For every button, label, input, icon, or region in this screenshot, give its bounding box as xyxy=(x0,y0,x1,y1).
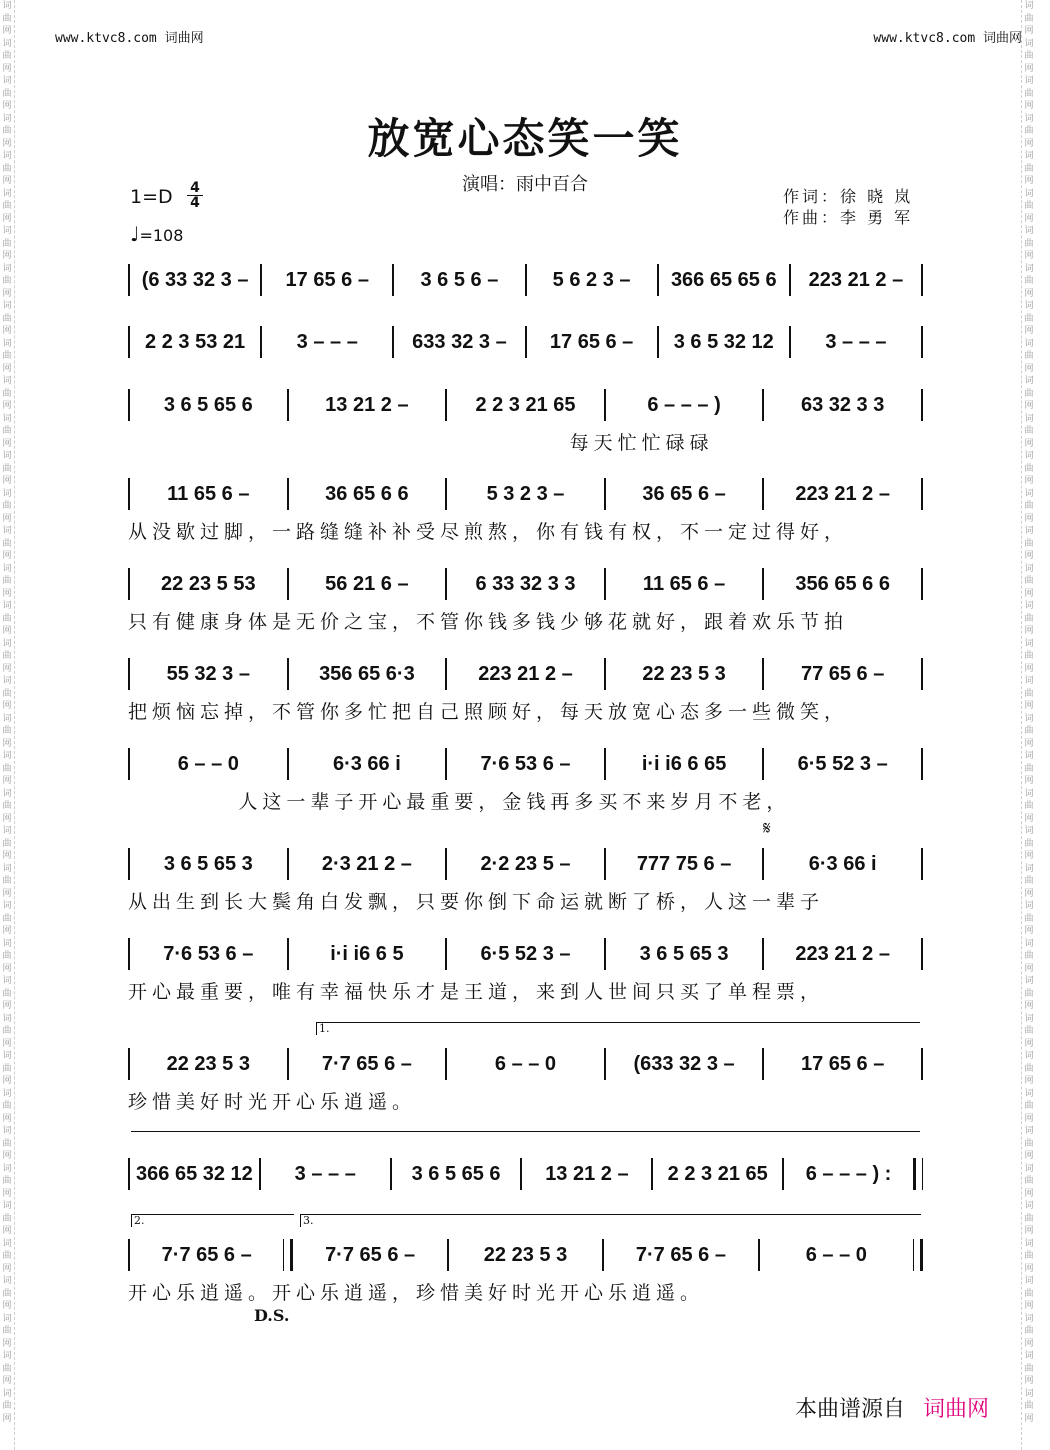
meter-top: 4 xyxy=(187,181,203,196)
staff-row xyxy=(128,937,923,1004)
measure: 22 23 5 53 xyxy=(161,572,256,595)
notes-line xyxy=(128,1157,923,1191)
volta-line-1 xyxy=(316,1022,920,1023)
measure: 3 6 5 65 6 xyxy=(411,1162,501,1185)
measure: 6 – – 0 xyxy=(805,1243,867,1266)
notes-line xyxy=(128,1238,923,1272)
staff-row xyxy=(128,1157,923,1191)
measure: 366 65 32 12 xyxy=(136,1162,253,1185)
measure: 3 6 5 32 12 xyxy=(673,330,774,353)
measure: 13 21 2 – xyxy=(325,393,409,416)
volta-second-ending: 2. xyxy=(131,1214,294,1227)
left-edge-watermark: 词曲网词曲网词曲网词曲网词曲网词曲网词曲网词曲网词曲网词曲网词曲网词曲网词曲网词曲网词曲网词曲网词曲网词曲网词曲网词曲网词曲网词曲网词曲网词曲网词曲网词曲网词曲网词曲网词曲网词曲网词曲网词曲网词曲网词曲网词曲网词曲网词曲网词曲网 xyxy=(0,0,15,1450)
singer-credit: 演唱：雨中百合 xyxy=(462,174,588,195)
barline xyxy=(921,568,923,600)
barline xyxy=(921,478,923,510)
song-title: 放宽心态笑一笑 xyxy=(367,114,683,163)
measure: 13 21 2 – xyxy=(545,1162,629,1185)
staff-row xyxy=(128,388,923,455)
volta-first-ending: 1. xyxy=(316,1022,330,1035)
measure: 17 65 6 – xyxy=(549,330,634,353)
notes-line xyxy=(128,937,923,971)
measure: 3 – – – xyxy=(296,330,358,353)
measure: 7·7 65 6 – xyxy=(321,1052,412,1075)
quarter-note-icon: ♩ xyxy=(130,222,140,246)
measure: 22 23 5 3 xyxy=(642,662,726,685)
measure: 77 65 6 – xyxy=(800,662,885,685)
measure: 6 – – – ) : xyxy=(805,1162,892,1185)
key-signature: 1=D xyxy=(130,186,173,208)
measure: 356 65 6·3 xyxy=(319,662,415,685)
barline xyxy=(921,1048,923,1080)
measure: 223 21 2 – xyxy=(795,482,890,505)
composer-credit: 作曲：李 勇 军 xyxy=(783,208,914,227)
measure: 7·7 65 6 – xyxy=(161,1243,252,1266)
measure: 223 21 2 – xyxy=(808,268,904,291)
measure: 356 65 6 6 xyxy=(795,572,890,595)
measure: 223 21 2 – xyxy=(795,942,890,965)
volta-third-ending: 3. xyxy=(300,1214,921,1227)
measure: 22 23 5 3 xyxy=(483,1243,568,1266)
lyrics-line: 只有健康身体是无价之宝，不管你钱多钱少够花就好，跟着欢乐节拍 xyxy=(128,611,849,633)
measure: 5 3 2 3 – xyxy=(486,482,565,505)
staff-row xyxy=(128,263,923,297)
notes-line xyxy=(128,657,923,691)
measure: i·i i6 6 65 xyxy=(641,752,727,775)
footer-source xyxy=(795,1392,989,1423)
lyrics-line: 人这一辈子开心最重要，金钱再多买不来岁月不老， xyxy=(128,791,791,813)
lyrics-line: 开心乐逍遥。开心乐逍遥，珍惜美好时光开心乐逍遥。 xyxy=(128,1282,705,1304)
barline xyxy=(921,264,923,296)
measure: 7·6 53 6 – xyxy=(480,752,571,775)
measure: 6 33 32 3 3 xyxy=(475,572,576,595)
measure: (633 32 3 – xyxy=(633,1052,735,1075)
measure: 63 32 3 3 xyxy=(800,393,885,416)
notes-line xyxy=(128,747,923,781)
measure: 7·6 53 6 – xyxy=(163,942,254,965)
measure: 7·7 65 6 – xyxy=(635,1243,726,1266)
measure: 6·5 52 3 – xyxy=(797,752,888,775)
barline xyxy=(913,1239,923,1271)
measure: 36 65 6 – xyxy=(642,482,726,505)
lyrics-line: 珍惜美好时光开心乐逍遥。 xyxy=(128,1091,417,1113)
measure: 5 6 2 3 – xyxy=(552,268,631,291)
staff-row xyxy=(128,657,923,724)
segno-sign: 𝄋 xyxy=(763,818,771,839)
measure: 633 32 3 – xyxy=(412,330,507,353)
staff-row xyxy=(128,1047,923,1114)
measure: 6 – – 0 xyxy=(494,1052,557,1075)
measure: 17 65 6 – xyxy=(285,268,369,291)
staff-row xyxy=(128,747,923,814)
measure: 36 65 6 6 xyxy=(325,482,409,505)
measure: 7·7 65 6 – xyxy=(325,1243,416,1266)
measure: 6·5 52 3 – xyxy=(480,942,571,965)
barline xyxy=(283,1239,293,1271)
dal-segno-mark: D.S. xyxy=(254,1306,290,1325)
barline xyxy=(921,748,923,780)
site-url-left[interactable]: www.ktvc8.com 词曲网 xyxy=(55,31,204,46)
notes-line xyxy=(128,325,923,359)
measure: 55 32 3 – xyxy=(166,662,250,685)
tempo-marking xyxy=(130,222,183,246)
notes-line xyxy=(128,477,923,511)
volta-line-continue xyxy=(131,1131,920,1132)
measure: 6 – – – ) xyxy=(647,393,721,416)
staff-row xyxy=(128,477,923,544)
measure: 6·3 66 i xyxy=(808,852,877,875)
measure: 366 65 65 6 xyxy=(670,268,777,291)
measure: 2 2 3 21 65 xyxy=(667,1162,768,1185)
staff-row xyxy=(128,1238,923,1305)
site-url-right[interactable]: www.ktvc8.com 词曲网 xyxy=(873,31,1022,46)
measure: i·i i6 6 5 xyxy=(330,942,404,965)
measure: 2 2 3 53 21 xyxy=(145,330,246,353)
barline xyxy=(921,326,923,358)
barline xyxy=(913,1158,923,1190)
measure: 11 65 6 – xyxy=(167,482,250,505)
barline xyxy=(921,848,923,880)
lyrics-line: 把烦恼忘掉，不管你多忙把自己照顾好，每天放宽心态多一些微笑， xyxy=(128,701,849,723)
measure: 17 65 6 – xyxy=(800,1052,885,1075)
measure: 3 6 5 65 3 xyxy=(163,852,253,875)
notes-line xyxy=(128,263,923,297)
measure: 2·2 23 5 – xyxy=(480,852,571,875)
tempo-value: =108 xyxy=(139,226,184,245)
footer-label: 本曲谱源自 xyxy=(795,1397,906,1422)
measure: 3 – – – xyxy=(294,1162,356,1185)
measure: 56 21 6 – xyxy=(325,572,409,595)
measure: 3 – – – xyxy=(825,330,887,353)
credits-block xyxy=(783,186,913,228)
notes-line xyxy=(128,388,923,422)
lyrics-line: 从没歇过脚，一路缝缝补补受尽煎熬，你有钱有权，不一定过得好， xyxy=(128,521,849,543)
measure: 223 21 2 – xyxy=(478,662,573,685)
barline xyxy=(921,389,923,421)
measure: 2 2 3 21 65 xyxy=(475,393,576,416)
lyrics-line: 开心最重要，唯有幸福快乐才是王道，来到人世间只买了单程票， xyxy=(128,981,825,1003)
footer-brand-link[interactable]: 词曲网 xyxy=(923,1397,990,1422)
measure: 3 6 5 6 – xyxy=(420,268,499,291)
barline xyxy=(921,658,923,690)
meter-bottom: 4 xyxy=(190,195,200,211)
measure: 3 6 5 65 3 xyxy=(639,942,729,965)
measure: 22 23 5 3 xyxy=(166,1052,250,1075)
measure: 777 75 6 – xyxy=(636,852,732,875)
measure: (6 33 32 3 – xyxy=(141,268,249,291)
measure: 6 – – 0 xyxy=(177,752,239,775)
measure: 2·3 21 2 – xyxy=(321,852,412,875)
right-edge-watermark: 词曲网词曲网词曲网词曲网词曲网词曲网词曲网词曲网词曲网词曲网词曲网词曲网词曲网词曲网词曲网词曲网词曲网词曲网词曲网词曲网词曲网词曲网词曲网词曲网词曲网词曲网词曲网词曲网词曲网词曲网词曲网词曲网词曲网词曲网词曲网词曲网词曲网词曲网 xyxy=(1021,0,1036,1450)
staff-row xyxy=(128,847,923,914)
lyrics-line: 每天忙忙碌碌 xyxy=(128,432,714,454)
measure: 6·3 66 i xyxy=(332,752,401,775)
staff-row xyxy=(128,325,923,359)
notes-line xyxy=(128,567,923,601)
measure: 11 65 6 – xyxy=(642,572,726,595)
time-signature xyxy=(187,181,203,210)
barline xyxy=(921,938,923,970)
lyrics-line: 从出生到长大鬓角白发飘，只要你倒下命运就断了桥，人这一辈子 xyxy=(128,891,825,913)
measure: 3 6 5 65 6 xyxy=(163,393,253,416)
staff-row xyxy=(128,567,923,634)
notes-line xyxy=(128,847,923,881)
notes-line xyxy=(128,1047,923,1081)
lyricist-credit: 作词：徐 晓 岚 xyxy=(783,187,914,206)
